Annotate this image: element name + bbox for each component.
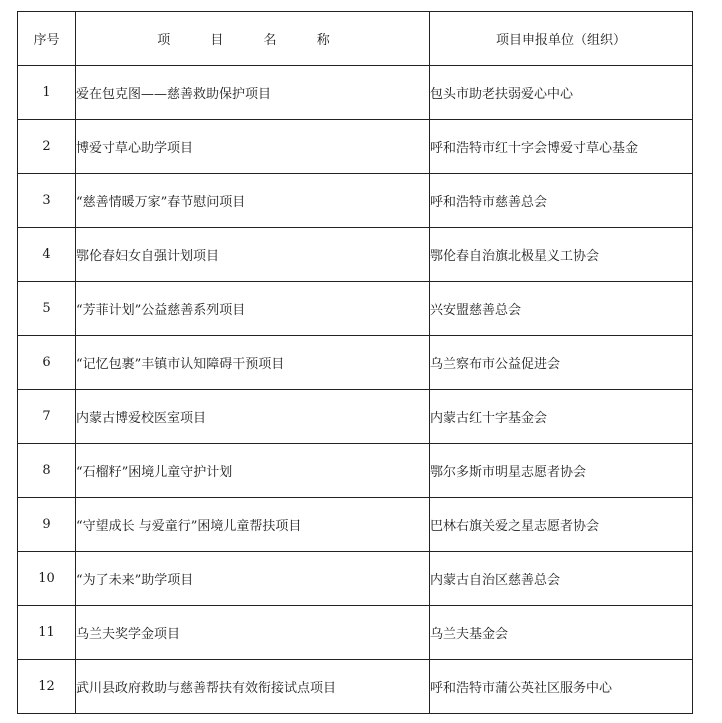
row-project-name: “守望成长 与爱童行”困境儿童帮扶项目 xyxy=(76,498,430,552)
row-seq: 6 xyxy=(18,336,76,390)
row-project-name: 乌兰夫奖学金项目 xyxy=(76,606,430,660)
row-project-name: 武川县政府救助与慈善帮扶有效衔接试点项目 xyxy=(76,660,430,714)
row-seq: 10 xyxy=(18,552,76,606)
row-applicant-unit: 呼和浩特市慈善总会 xyxy=(430,174,693,228)
table-header xyxy=(18,12,693,66)
row-seq: 8 xyxy=(18,444,76,498)
table-row xyxy=(18,390,693,444)
header-project-name xyxy=(76,12,430,66)
row-seq: 9 xyxy=(18,498,76,552)
row-seq: 11 xyxy=(18,606,76,660)
row-seq: 12 xyxy=(18,660,76,714)
row-project-name: 博爱寸草心助学项目 xyxy=(76,120,430,174)
row-applicant-unit: 鄂伦春自治旗北极星义工协会 xyxy=(430,228,693,282)
row-applicant-unit: 乌兰察布市公益促进会 xyxy=(430,336,693,390)
row-seq: 7 xyxy=(18,390,76,444)
row-project-name: 内蒙古博爱校医室项目 xyxy=(76,390,430,444)
table-row xyxy=(18,606,693,660)
table-row xyxy=(18,660,693,714)
row-applicant-unit: 呼和浩特市蒲公英社区服务中心 xyxy=(430,660,693,714)
project-table xyxy=(17,11,693,714)
table-row xyxy=(18,174,693,228)
row-applicant-unit: 巴林右旗关爱之星志愿者协会 xyxy=(430,498,693,552)
table-row xyxy=(18,120,693,174)
table-row xyxy=(18,552,693,606)
table-row xyxy=(18,336,693,390)
row-applicant-unit: 呼和浩特市红十字会博爱寸草心基金 xyxy=(430,120,693,174)
row-seq: 3 xyxy=(18,174,76,228)
row-applicant-unit: 包头市助老扶弱爱心中心 xyxy=(430,66,693,120)
row-applicant-unit: 内蒙古自治区慈善总会 xyxy=(430,552,693,606)
table-row xyxy=(18,66,693,120)
table-row xyxy=(18,444,693,498)
row-seq: 2 xyxy=(18,120,76,174)
table-row xyxy=(18,282,693,336)
row-project-name: “石榴籽”困境儿童守护计划 xyxy=(76,444,430,498)
table-row xyxy=(18,498,693,552)
row-applicant-unit: 兴安盟慈善总会 xyxy=(430,282,693,336)
row-seq: 5 xyxy=(18,282,76,336)
row-applicant-unit: 乌兰夫基金会 xyxy=(430,606,693,660)
header-row xyxy=(18,12,693,66)
row-applicant-unit: 鄂尔多斯市明星志愿者协会 xyxy=(430,444,693,498)
row-project-name: “芳菲计划”公益慈善系列项目 xyxy=(76,282,430,336)
header-project-name-text: 项 目 名 称 xyxy=(157,33,348,48)
row-project-name: “慈善情暖万家”春节慰问项目 xyxy=(76,174,430,228)
row-applicant-unit: 内蒙古红十字基金会 xyxy=(430,390,693,444)
header-seq: 序号 xyxy=(18,12,76,66)
table-row xyxy=(18,228,693,282)
row-project-name: 鄂伦春妇女自强计划项目 xyxy=(76,228,430,282)
row-project-name: “为了未来”助学项目 xyxy=(76,552,430,606)
row-project-name: 爱在包克图——慈善救助保护项目 xyxy=(76,66,430,120)
table-body xyxy=(18,66,693,714)
row-project-name: “记忆包裹”丰镇市认知障碍干预项目 xyxy=(76,336,430,390)
row-seq: 1 xyxy=(18,66,76,120)
row-seq: 4 xyxy=(18,228,76,282)
header-applicant-unit: 项目申报单位（组织） xyxy=(430,12,693,66)
